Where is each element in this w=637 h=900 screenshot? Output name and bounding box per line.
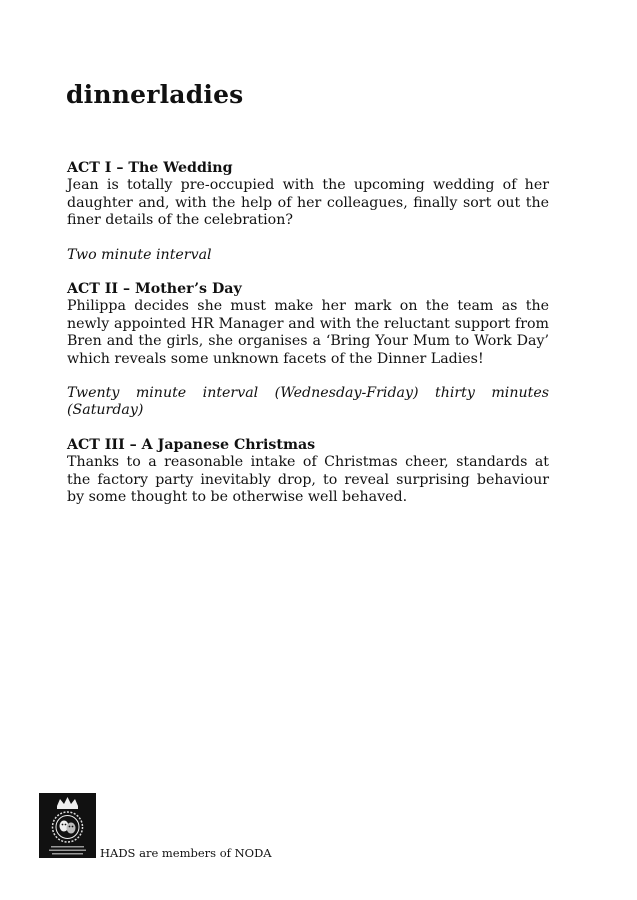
page-title: dinnerladies (66, 80, 244, 109)
act-2-description: Philippa decides she must make her mark on the team as the newly appointed HR Manager and with the reluctant support from Bren and the girls, she organises a ‘Bring Your Mum to Work Day’ which reveals some unknown facets of the Dinner Ladies! (67, 298, 549, 367)
act-3-heading: ACT III – A Japanese Christmas (67, 436, 316, 453)
interval-1: Two minute interval (67, 246, 212, 263)
noda-crest-logo-icon (39, 793, 96, 858)
act-1-description: Jean is totally pre-occupied with the upcoming wedding of her daughter and, with the help of her colleagues, finally sort out the finer details of the celebration? (67, 177, 549, 229)
act-3-description: Thanks to a reasonable intake of Christmas cheer, standards at the factory party inevitably drop, to reveal surprising behaviour by some thought to be otherwise well behaved. (67, 454, 549, 506)
interval-2: Twenty minute interval (Wednesday-Friday) thirty minutes (Saturday) (67, 385, 549, 419)
act-2-heading: ACT II – Mother’s Day (67, 281, 242, 298)
footer-text: HADS are members of NODA (100, 846, 272, 860)
synopsis (67, 160, 549, 507)
act-1-heading: ACT I – The Wedding (67, 160, 233, 176)
footer (39, 793, 339, 863)
